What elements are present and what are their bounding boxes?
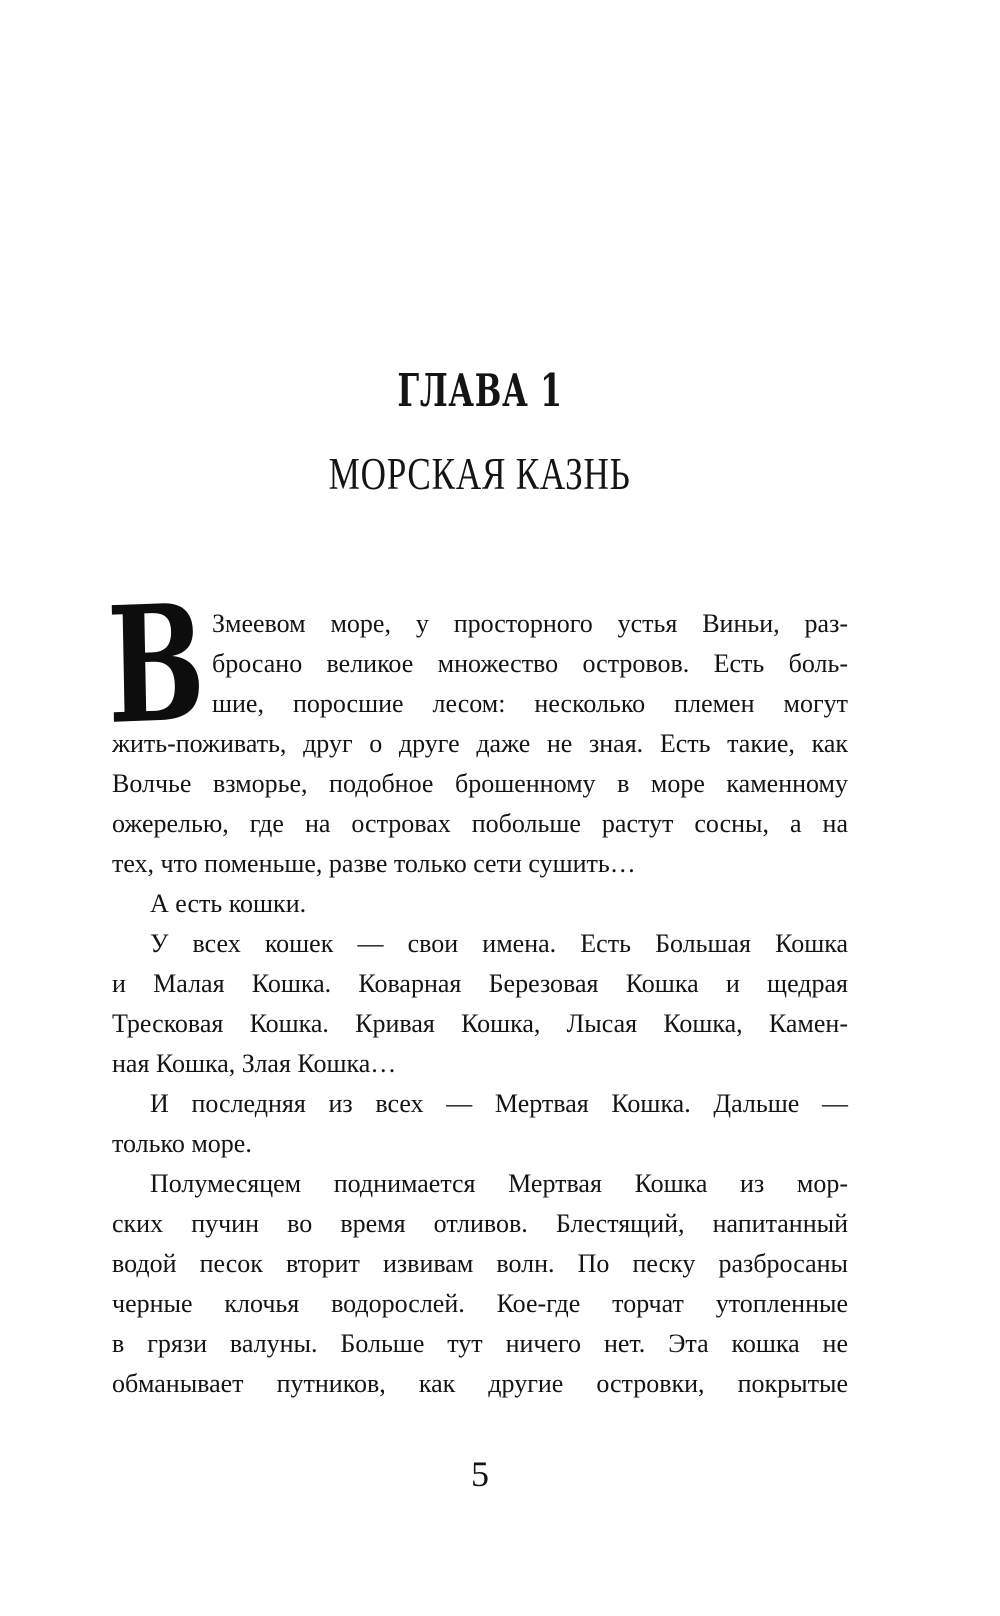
text-line: в грязи валуны. Больше тут ничего нет. Эта кошка не xyxy=(112,1329,848,1358)
text-line: Тресковая Кошка. Кривая Кошка, Лысая Кошка, Камен- xyxy=(112,1009,848,1038)
text-line: ских пучин во время отливов. Блестящий, напитанный xyxy=(112,1209,848,1238)
paragraph xyxy=(112,884,848,924)
paragraph xyxy=(112,1164,848,1404)
text-line: только море. xyxy=(112,1129,252,1158)
text-line: ожерелью, где на островах побольше растут сосны, а на xyxy=(112,809,848,838)
chapter-title-row xyxy=(112,449,848,499)
drop-cap-letter: В xyxy=(105,568,207,760)
text-line: ная Кошка, Злая Кошка… xyxy=(112,1049,397,1078)
text-line: Волчье взморье, подобное брошенному в море каменному xyxy=(112,769,848,798)
chapter-kicker: ГЛАВА 1 xyxy=(397,364,563,417)
text-line: жить-поживать, друг о друге даже не зная. Есть такие, как xyxy=(112,729,848,758)
text-block xyxy=(105,0,848,1616)
text-line: Змеевом море, у просторного устья Виньи, раз- xyxy=(212,609,848,638)
text-line: обманывает путников, как другие островки, покрытые xyxy=(112,1369,848,1398)
text-line: Полумесяцем поднимается Мертвая Кошка из мор- xyxy=(150,1169,848,1198)
text-line: И последняя из всех — Мертвая Кошка. Дальше — xyxy=(150,1089,848,1118)
text-line: шие, поросшие лесом: несколько племен могут xyxy=(212,689,848,718)
paragraph xyxy=(112,924,848,1084)
text-line: и Малая Кошка. Коварная Березовая Кошка и щедрая xyxy=(112,969,848,998)
text-line: А есть кошки. xyxy=(150,889,307,918)
text-line: бросано великое множество островов. Есть боль- xyxy=(212,649,848,678)
text-line: У всех кошек — свои имена. Есть Большая Кошка xyxy=(150,929,848,958)
text-line: тех, что поменьше, разве только сети сушить… xyxy=(112,849,636,878)
text-line: черные клочья водорослей. Кое-где торчат утопленные xyxy=(112,1289,848,1318)
chapter-kicker-row xyxy=(112,364,848,417)
page-footer xyxy=(112,1456,848,1492)
page-number: 5 xyxy=(471,1454,489,1494)
paragraph xyxy=(112,1084,848,1164)
chapter-title: МОРСКАЯ КАЗНЬ xyxy=(329,449,631,499)
text-line: водой песок вторит извивам волн. По песку разбросаны xyxy=(112,1249,848,1278)
paragraph xyxy=(105,568,848,884)
body-text xyxy=(105,568,848,1404)
